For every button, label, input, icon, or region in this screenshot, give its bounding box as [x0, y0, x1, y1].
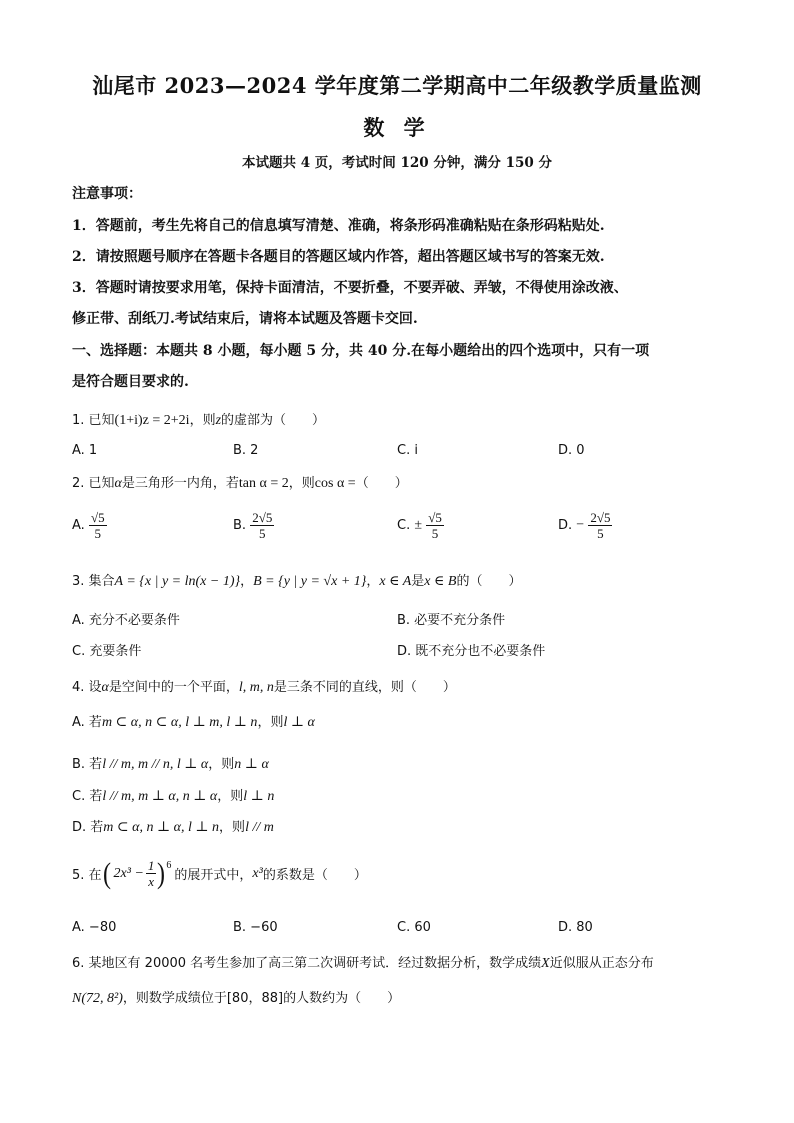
question-2 — [72, 472, 408, 492]
q6-line2-suf: ，则数学成绩位于[80，88]的人数约为（ ） — [122, 991, 401, 1006]
notice-3-cont: 修正带、刮纸刀.考试结束后，请将本试题及答题卡交回. — [72, 311, 418, 327]
q1-option-a: A. 1 — [72, 443, 98, 458]
q3-is: 是 — [411, 574, 425, 589]
q2-option-d — [558, 510, 612, 541]
notice-heading: 注意事项： — [72, 186, 142, 202]
q2-d-den: 5 — [597, 526, 604, 541]
q3-option-d: D. 既不充分也不必要条件 — [397, 644, 546, 659]
q2-option-a — [72, 510, 107, 541]
q1-var: z — [215, 413, 222, 428]
q1-formula: (1+i)z = 2+2i — [114, 413, 190, 428]
q1-option-b: B. 2 — [233, 443, 259, 458]
q6-line1-suf: 近似服从正态分布 — [549, 956, 654, 971]
q4-option-b — [72, 753, 269, 773]
q4-a-expr: m ⊂ α, n ⊂ α, l ⊥ m, l ⊥ n — [101, 715, 258, 730]
q3-option-b: B. 必要不充分条件 — [397, 613, 506, 628]
q4-d-expr: m ⊂ α, n ⊥ α, l ⊥ n — [103, 820, 220, 835]
q2-cond: tan α = 2 — [238, 476, 289, 491]
q2-c-sign: ± — [414, 517, 423, 533]
q5-option-a: A. −80 — [72, 920, 117, 935]
q2-b-den: 5 — [259, 526, 266, 541]
q5-exponent: 6 — [166, 860, 172, 871]
q2-c-num: √5 — [428, 510, 442, 525]
exam-info: 本试题共 4 页，考试时间 120 分钟，满分 150 分 — [242, 155, 552, 171]
q3-option-c: C. 充要条件 — [72, 644, 142, 659]
q5-prefix: 5. 在 — [72, 868, 102, 883]
q2-c-den: 5 — [431, 526, 439, 541]
q4-c-res: l ⊥ n — [243, 789, 275, 804]
notice-3: 3．答题时请按要求用笔，保持卡面清洁，不要折叠，不要弄破、弄皱，不得使用涂改液、 — [72, 280, 628, 296]
q5-option-c: C. 60 — [397, 920, 431, 935]
question-3 — [72, 570, 521, 590]
q2-option-b — [233, 510, 274, 541]
q5-frac-num: 1 — [147, 858, 155, 873]
q4-b-expr: l // m, m // n, l ⊥ α — [102, 757, 209, 772]
page-title: 汕尾市 2023—2024 学年度第二学期高中二年级教学质量监测 — [92, 73, 702, 98]
q4-d-mid: ，则 — [219, 820, 246, 835]
q3-prefix: 3. 集合 — [72, 574, 115, 589]
q5-frac-den: x — [148, 874, 155, 889]
q4-a-res: l ⊥ α — [283, 715, 315, 730]
q6-var: X — [541, 956, 550, 971]
q3-cond2: x ∈ B — [424, 574, 457, 589]
section-heading-cont: 是符合题目要求的. — [72, 374, 189, 390]
q2-ask: cos α = — [314, 476, 356, 491]
q3-sep: ， — [240, 574, 254, 589]
q1-prefix: 1. 已知 — [72, 413, 115, 428]
q2-c-fraction — [426, 510, 444, 541]
q5-suffix: 的系数是（ ） — [262, 868, 367, 883]
q5-right-paren: ) — [157, 856, 166, 890]
q3-mid: ， — [366, 574, 380, 589]
q2-a-fraction — [89, 510, 107, 541]
q4-c-mid: ，则 — [217, 789, 244, 804]
q1-option-d: D. 0 — [558, 443, 585, 458]
q6-line1-pre: 6. 某地区有 20000 名考生参加了高三第二次调研考试．经过数据分析，数学成绩 — [72, 956, 542, 971]
q2-b-fraction — [250, 510, 274, 541]
question-4 — [72, 676, 456, 696]
q1-mid: ，则 — [189, 413, 216, 428]
question-6 — [72, 952, 654, 972]
q3-suffix: 的（ ） — [456, 574, 522, 589]
q4-b-pre: B. 若 — [72, 757, 103, 772]
section-heading: 一、选择题：本题共 8 小题，每小题 5 分，共 40 分.在每小题给出的四个选项中，只有一项 — [72, 343, 650, 359]
q2-suffix: （ ） — [355, 476, 408, 491]
q6-dist: N(72, 8²) — [72, 991, 123, 1006]
q4-option-d — [72, 816, 274, 836]
question-5 — [72, 858, 367, 889]
q4-option-a — [72, 711, 315, 731]
q1-option-c: C. i — [397, 443, 418, 458]
q2-d-fraction — [588, 510, 612, 541]
q2-mid1: 是三角形一内角，若 — [121, 476, 239, 491]
q2-mid2: ，则 — [288, 476, 315, 491]
q5-mid: 的展开式中， — [174, 868, 253, 883]
q5-option-b: B. −60 — [233, 920, 278, 935]
q3-set-a: A = {x | y = ln(x − 1)} — [114, 574, 241, 589]
q4-d-res: l // m — [245, 820, 274, 835]
q5-option-d: D. 80 — [558, 920, 593, 935]
q1-suffix: 的虚部为（ ） — [221, 413, 326, 428]
q5-term: x³ — [252, 865, 263, 881]
q4-a-pre: A. 若 — [72, 715, 102, 730]
q4-b-mid: ，则 — [208, 757, 235, 772]
q4-prefix: 4. 设 — [72, 680, 102, 695]
notice-1: 1．答题前，考生先将自己的信息填写清楚、准确，将条形码准确粘贴在条形码粘贴处. — [72, 218, 605, 234]
q4-lines: l, m, n — [238, 680, 274, 695]
q2-a-letter: A. — [72, 518, 85, 533]
q4-var: α — [101, 680, 109, 695]
q4-option-c — [72, 785, 274, 805]
q2-d-sign: − — [576, 517, 585, 533]
q4-a-mid: ，则 — [257, 715, 284, 730]
q2-a-num: √5 — [90, 510, 105, 525]
q4-c-expr: l // m, m ⊥ α, n ⊥ α — [102, 789, 218, 804]
q2-c-letter: C. — [397, 518, 411, 533]
q2-b-num: 2√5 — [252, 510, 273, 525]
q2-prefix: 2. 已知 — [72, 476, 115, 491]
q2-a-den: 5 — [94, 526, 101, 541]
q5-fraction — [146, 858, 157, 889]
q4-c-pre: C. 若 — [72, 789, 103, 804]
q3-cond: x ∈ A — [379, 574, 412, 589]
q5-base: 2x³ − — [113, 865, 144, 881]
q2-option-c — [397, 510, 444, 541]
q4-b-res: n ⊥ α — [234, 757, 269, 772]
q3-set-b: B = {y | y = √x + 1} — [253, 574, 367, 589]
q2-d-letter: D. — [558, 518, 573, 533]
q5-left-paren: ( — [102, 856, 111, 890]
question-1 — [72, 409, 325, 429]
subject-title: 数 学 — [363, 115, 431, 140]
q3-option-a: A. 充分不必要条件 — [72, 613, 180, 628]
q2-b-letter: B. — [233, 518, 247, 533]
q2-var: α — [114, 476, 122, 491]
q4-d-pre: D. 若 — [72, 820, 104, 835]
question-6-cont — [72, 987, 400, 1007]
q4-suffix: 是三条不同的直线，则（ ） — [273, 680, 456, 695]
q2-d-num: 2√5 — [590, 510, 611, 525]
notice-2: 2．请按照题号顺序在答题卡各题目的答题区域内作答，超出答题区域书写的答案无效. — [72, 249, 605, 265]
q4-mid: 是空间中的一个平面， — [108, 680, 239, 695]
